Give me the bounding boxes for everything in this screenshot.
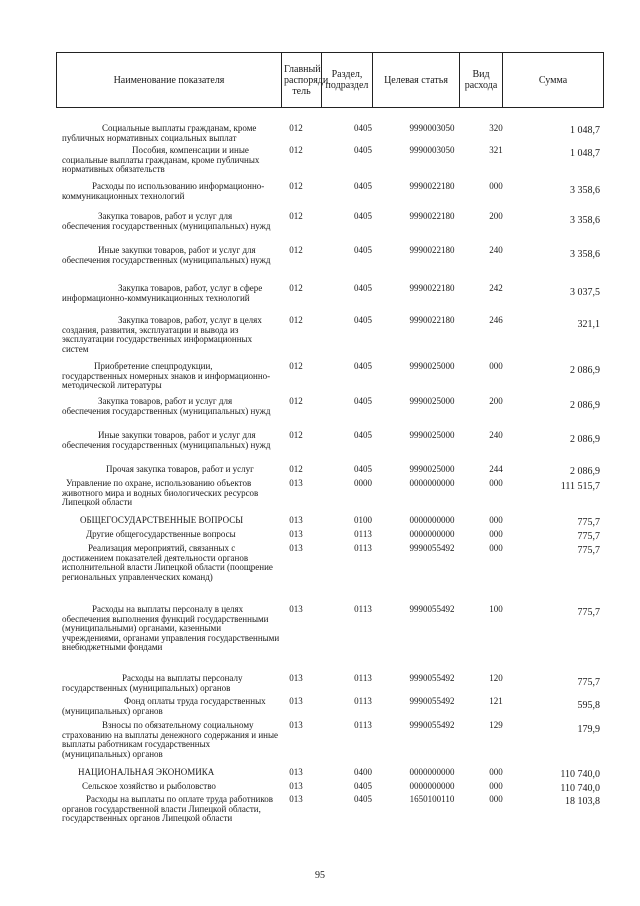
row-section: 0405 [354,283,372,293]
row-manager: 013 [289,794,303,804]
row-sum: 321,1 [577,319,600,330]
row-manager: 012 [289,181,303,191]
row-article: 0000000000 [409,478,455,488]
row-manager: 012 [289,315,303,325]
row-name: Сельское хозяйство и рыболовство [82,781,216,791]
row-section: 0405 [354,123,372,133]
row-type: 242 [489,283,503,293]
row-article: 9990055492 [409,720,455,730]
row-name: Закупка товаров, работ, услуг в целях создания, развития, эксплуатации и вывода из эксплуатации государственных информационных систем [62,315,262,354]
row-article: 9990025000 [409,361,455,371]
row-section: 0405 [354,145,372,155]
row-sum: 3 037,5 [570,287,600,298]
row-section: 0000 [354,478,372,488]
row-article: 9990055492 [409,696,455,706]
row-type: 244 [489,464,503,474]
row-manager: 012 [289,283,303,293]
row-sum: 110 740,0 [560,769,600,780]
row-sum: 775,7 [577,677,600,688]
row-article: 1650100110 [409,794,455,804]
row-name: НАЦИОНАЛЬНАЯ ЭКОНОМИКА [78,767,215,777]
row-manager: 013 [289,673,303,683]
row-article: 9990055492 [409,543,455,553]
row-sum: 2 086,9 [570,400,600,411]
row-manager: 013 [289,604,303,614]
row-section: 0113 [354,529,372,539]
row-name: Другие общегосударственные вопросы [86,529,236,539]
row-name: Иные закупки товаров, работ и услуг для обеспечения государственных (муниципальных) нужд [62,245,271,265]
row-section: 0405 [354,396,372,406]
row-section: 0405 [354,361,372,371]
row-type: 000 [489,529,503,539]
row-type: 000 [489,181,503,191]
row-type: 000 [489,794,503,804]
row-article: 0000000000 [409,767,455,777]
row-name: Пособия, компенсации и иные социальные выплаты гражданам, кроме публичных нормативных обязательств [62,145,260,174]
row-name: Расходы на выплаты персоналу в целях обеспечения выполнения функций государственными (муниципальными) органами, казенными учреждениями, органами управления государственными внебюджетными фондами [62,604,280,652]
row-type: 000 [489,781,503,791]
row-manager: 012 [289,430,303,440]
row-sum: 1 048,7 [570,148,600,159]
row-name: Приобретение спецпродукции, государственных номерных знаков и информационно-методической литературы [62,361,271,390]
row-name: Закупка товаров, работ, услуг в сфере информационно-коммуникационных технологий [62,283,263,303]
row-article: 9990022180 [409,245,455,255]
row-sum: 3 358,6 [570,215,600,226]
row-manager: 012 [289,464,303,474]
row-article: 9990025000 [409,396,455,406]
row-section: 0113 [354,604,372,614]
row-type: 320 [489,123,503,133]
row-section: 0405 [354,245,372,255]
row-section: 0405 [354,315,372,325]
header-main-manager: Главный распоряди тель [282,53,322,108]
row-manager: 013 [289,543,303,553]
row-type: 240 [489,245,503,255]
header-expense-type: Вид расхода [460,53,503,108]
row-manager: 012 [289,245,303,255]
row-section: 0405 [354,211,372,221]
row-sum: 3 358,6 [570,249,600,260]
row-manager: 013 [289,767,303,777]
row-name: Реализация мероприятий, связанных с достижением показателей деятельности органов исполнительной власти Липецкой области (поощрение региональных управленческих команд) [62,543,273,582]
row-manager: 013 [289,529,303,539]
row-name: Управление по охране, использованию объектов животного мира и водных биологических ресурсов Липецкой области [62,478,259,507]
row-type: 000 [489,515,503,525]
row-type: 121 [489,696,503,706]
row-sum: 179,9 [577,724,600,735]
row-article: 9990003050 [409,123,455,133]
row-name: Расходы на выплаты по оплате труда работников органов государственной власти Липецкой области, государственных органов Липецкой области [62,794,273,823]
row-manager: 012 [289,123,303,133]
row-article: 9990022180 [409,211,455,221]
page-number: 95 [315,870,325,881]
row-type: 200 [489,211,503,221]
row-section: 0400 [354,767,372,777]
row-article: 0000000000 [409,515,455,525]
row-sum: 775,7 [577,517,600,528]
row-article: 9990025000 [409,430,455,440]
header-target-article: Целевая статья [373,53,460,108]
table-header [56,52,604,108]
row-type: 129 [489,720,503,730]
row-manager: 012 [289,361,303,371]
row-type: 000 [489,543,503,553]
row-manager: 013 [289,696,303,706]
row-type: 321 [489,145,503,155]
row-section: 0405 [354,781,372,791]
row-manager: 013 [289,478,303,488]
row-sum: 2 086,9 [570,434,600,445]
row-name: Расходы на выплаты персоналу государственных (муниципальных) органов [62,673,243,693]
row-article: 9990055492 [409,673,455,683]
row-section: 0113 [354,673,372,683]
row-section: 0405 [354,794,372,804]
row-name: Прочая закупка товаров, работ и услуг [106,464,254,474]
row-type: 246 [489,315,503,325]
row-sum: 775,7 [577,607,600,618]
row-sum: 2 086,9 [570,466,600,477]
row-sum: 111 515,7 [560,481,600,492]
row-type: 120 [489,673,503,683]
row-type: 000 [489,478,503,488]
row-type: 000 [489,361,503,371]
row-article: 9990025000 [409,464,455,474]
row-sum: 595,8 [577,700,600,711]
row-name: Фонд оплаты труда государственных (муниципальных) органов [62,696,266,716]
row-section: 0100 [354,515,372,525]
row-article: 0000000000 [409,781,455,791]
header-name: Наименование показателя [57,53,282,108]
row-manager: 012 [289,145,303,155]
row-sum: 1 048,7 [570,125,600,136]
row-section: 0113 [354,696,372,706]
row-section: 0405 [354,430,372,440]
row-section: 0405 [354,464,372,474]
row-sum: 18 103,8 [565,796,600,807]
row-manager: 013 [289,515,303,525]
row-section: 0113 [354,543,372,553]
row-type: 240 [489,430,503,440]
row-type: 200 [489,396,503,406]
row-name: ОБЩЕГОСУДАРСТВЕННЫЕ ВОПРОСЫ [80,515,244,525]
row-name: Социальные выплаты гражданам, кроме публичных нормативных социальных выплат [62,123,257,143]
row-article: 0000000000 [409,529,455,539]
header-section: Раздел, подраздел [322,53,373,108]
row-article: 9990055492 [409,604,455,614]
header-sum: Сумма [503,53,604,108]
row-sum: 110 740,0 [560,783,600,794]
row-section: 0405 [354,181,372,191]
row-name: Закупка товаров, работ и услуг для обеспечения государственных (муниципальных) нужд [62,396,271,416]
row-manager: 012 [289,396,303,406]
row-manager: 013 [289,781,303,791]
row-article: 9990022180 [409,283,455,293]
row-manager: 013 [289,720,303,730]
row-name: Расходы по использованию информационно-коммуникационных технологий [62,181,265,201]
row-article: 9990022180 [409,181,455,191]
row-sum: 2 086,9 [570,365,600,376]
row-article: 9990022180 [409,315,455,325]
row-article: 9990003050 [409,145,455,155]
row-type: 100 [489,604,503,614]
row-sum: 775,7 [577,545,600,556]
row-sum: 3 358,6 [570,185,600,196]
row-type: 000 [489,767,503,777]
row-sum: 775,7 [577,531,600,542]
row-manager: 012 [289,211,303,221]
row-name: Взносы по обязательному социальному страхованию на выплаты денежного содержания и иные выплаты работникам государственных (муниципальных) органов [62,720,278,759]
row-name: Закупка товаров, работ и услуг для обеспечения государственных (муниципальных) нужд [62,211,271,231]
row-section: 0113 [354,720,372,730]
row-name: Иные закупки товаров, работ и услуг для обеспечения государственных (муниципальных) нужд [62,430,271,450]
